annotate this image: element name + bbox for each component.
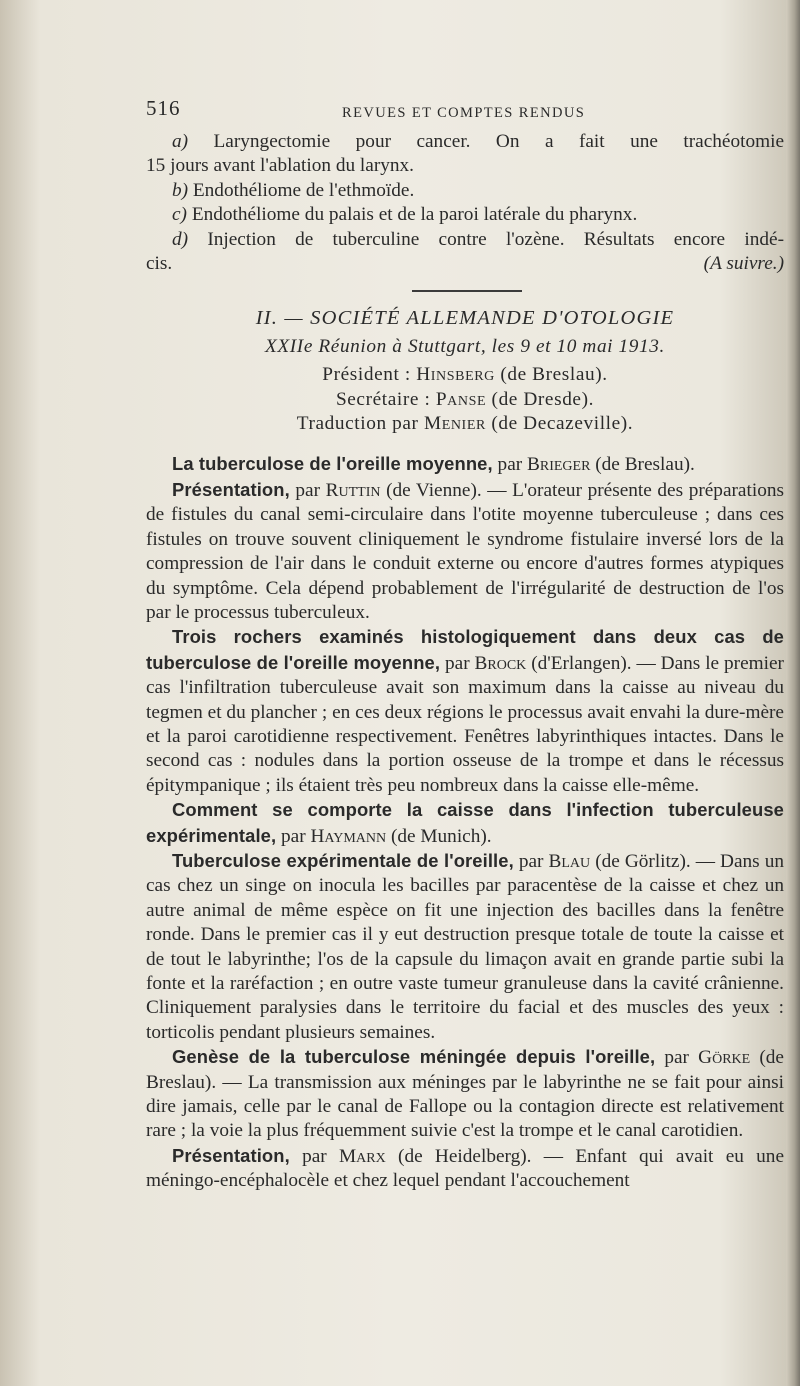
running-head: REVUES ET COMPTES RENDUS bbox=[342, 105, 586, 121]
section-subtitle: XXIIe Réunion à Stuttgart, les 9 et 10 mai 1913. bbox=[265, 335, 665, 357]
secretary-label: Secrétaire : bbox=[335, 388, 431, 410]
list-item-b bbox=[146, 179, 784, 203]
list-item-continuation: cis. bbox=[146, 253, 173, 275]
by-word: par bbox=[518, 850, 544, 872]
list-marker: c) bbox=[172, 204, 187, 226]
paragraph-heading: Tuberculose expérimentale de l'oreille, bbox=[172, 849, 514, 871]
section-divider bbox=[412, 290, 522, 292]
paragraph-text: (de Breslau). bbox=[595, 454, 695, 476]
author-name: Blau bbox=[548, 850, 591, 872]
to-be-continued: (A suivre.) bbox=[703, 253, 784, 275]
paragraph-heading: Genèse de la tuberculose méningée depuis l'oreille, bbox=[172, 1046, 656, 1068]
secretary-name: Panse bbox=[435, 388, 487, 410]
paragraph-text: (d'Erlangen). — Dans le premier cas l'infiltration tuberculeuse avait son maximum dans la caisse au niveau du tegmen et du plancher ; en ces deux régions le processus avait envahi la dure-mère et la paroi carotidienne respectivement. Fenêtres labyrinthiques intactes. Dans le second cas : nodules dans la portion osseuse de la trompe et dans le récessus épitympanique ; ils étaient très peu nombreux dans la caisse elle-même. bbox=[146, 652, 784, 796]
by-word: par bbox=[664, 1047, 689, 1069]
author-name: Marx bbox=[339, 1145, 386, 1167]
by-word: par bbox=[445, 652, 470, 674]
author-name: Görke bbox=[698, 1047, 751, 1069]
list-marker: b) bbox=[172, 179, 189, 201]
list-item-d bbox=[146, 228, 784, 252]
paragraph-text: (de Heidelberg). — Enfant qui avait eu une méningo-encéphalocèle et chez lequel pendant l'accouchement bbox=[146, 1145, 785, 1192]
paragraph-heading: Présentation, bbox=[172, 478, 290, 500]
secretary-line bbox=[146, 388, 784, 412]
president-line bbox=[146, 363, 784, 387]
paragraph-heading: La tuberculose de l'oreille moyenne, bbox=[172, 453, 493, 475]
list-item-text: Laryngectomie pour cancer. On a fait une trachéotomie bbox=[213, 131, 784, 152]
author-name: Brieger bbox=[527, 454, 591, 476]
article-body bbox=[146, 452, 784, 1193]
list-item-text: Endothéliome du palais et de la paroi latérale du pharynx. bbox=[191, 204, 638, 226]
paragraph-text: (de Munich). bbox=[390, 825, 492, 847]
list-item-c bbox=[146, 203, 784, 227]
translator-city: (de Decazeville). bbox=[491, 413, 634, 435]
paragraph-ruttin bbox=[146, 478, 784, 625]
page-edge-shadow bbox=[786, 0, 800, 1386]
translator-name: Menier bbox=[423, 413, 486, 435]
author-name: Brock bbox=[474, 652, 527, 674]
author-name: Ruttin bbox=[325, 479, 381, 501]
page-content bbox=[146, 96, 784, 1194]
paragraph-gorke bbox=[146, 1045, 784, 1144]
paragraph-heading: Trois rochers examinés histologiquement dans deux cas de tuberculose de l'oreille moyenne, bbox=[146, 626, 784, 673]
list-last-line bbox=[146, 252, 784, 276]
list-item-text: Endothéliome de l'ethmoïde. bbox=[192, 179, 415, 201]
section-title: II. — SOCIÉTÉ ALLEMANDE D'OTOLOGIE bbox=[255, 307, 675, 330]
paragraph-marx bbox=[146, 1144, 784, 1194]
president-label: Président : bbox=[322, 364, 411, 386]
author-name: Haymann bbox=[310, 825, 387, 847]
list-item-text: Injection de tuberculine contre l'ozène. Résultats encore indé- bbox=[207, 228, 784, 250]
page-header bbox=[146, 96, 784, 130]
list-item-continuation: 15 jours avant l'ablation du larynx. bbox=[146, 155, 414, 177]
by-word: par bbox=[281, 825, 306, 847]
paragraph-heading: Présentation, bbox=[172, 1144, 290, 1166]
by-word: par bbox=[497, 454, 523, 476]
secretary-city: (de Dresde). bbox=[491, 388, 595, 410]
by-word: par bbox=[295, 479, 321, 501]
list-marker: a) bbox=[172, 131, 189, 152]
paragraph-text: (de Görlitz). — Dans un cas chez un singe on inocula les bacilles par paracentèse de la caisse et chez un autre animal de même espèce on fit une injection des bacilles dans la fenêtre ronde. Dans le premier cas il y eut destruction presque totale de toute la caisse et de tout le labyrinthe; l'os de la capsule du limaçon avait en grande partie subi la fonte et la raréfaction ; en outre vaste tumeur granuleuse dans la cavité crânienne. Cliniquement paralysies dans le territoire du facial et des muscles des yeux : torticolis pendant plusieurs semaines. bbox=[146, 850, 784, 1043]
president-name: Hinsberg bbox=[416, 364, 495, 386]
paragraph-heading: Comment se comporte la caisse dans l'infection tuberculeuse expérimentale, bbox=[146, 799, 784, 846]
paragraph-brieger bbox=[146, 452, 784, 477]
translation-line bbox=[146, 412, 784, 436]
paragraph-brock bbox=[146, 625, 784, 798]
paragraph-blau bbox=[146, 849, 784, 1045]
list-marker: d) bbox=[172, 228, 189, 250]
page-number: 516 bbox=[146, 96, 181, 120]
numbered-list bbox=[146, 130, 784, 276]
list-item-a bbox=[146, 130, 784, 154]
paragraph-text: (de Breslau). — La transmission aux méninges par le labyrinthe ne se fait pour ainsi dire jamais, celle par le canal de Fallope ou la contagion directe est relativement rare ; la voie la plus fréquemment suivie c'est la trompe et le canal carotidien. bbox=[146, 1047, 784, 1142]
translation-label: Traduction par bbox=[296, 413, 419, 435]
by-word: par bbox=[302, 1145, 327, 1167]
paragraph-haymann bbox=[146, 798, 784, 849]
paragraph-text: (de Vienne). — L'orateur présente des préparations de fistules du canal semi-circulaire dans l'otite moyenne tuberculeuse ; dans ces fistules on trouve souvent cliniquement le syndrome fistulaire inversé lors de la compression de l'air dans le conduit externe ou encore d'autres formes atypiques du symptôme. Cela dépend probablement de l'irrégularité de destruction de l'os par le processus tuberculeux. bbox=[146, 479, 784, 623]
president-city: (de Breslau). bbox=[500, 364, 608, 386]
